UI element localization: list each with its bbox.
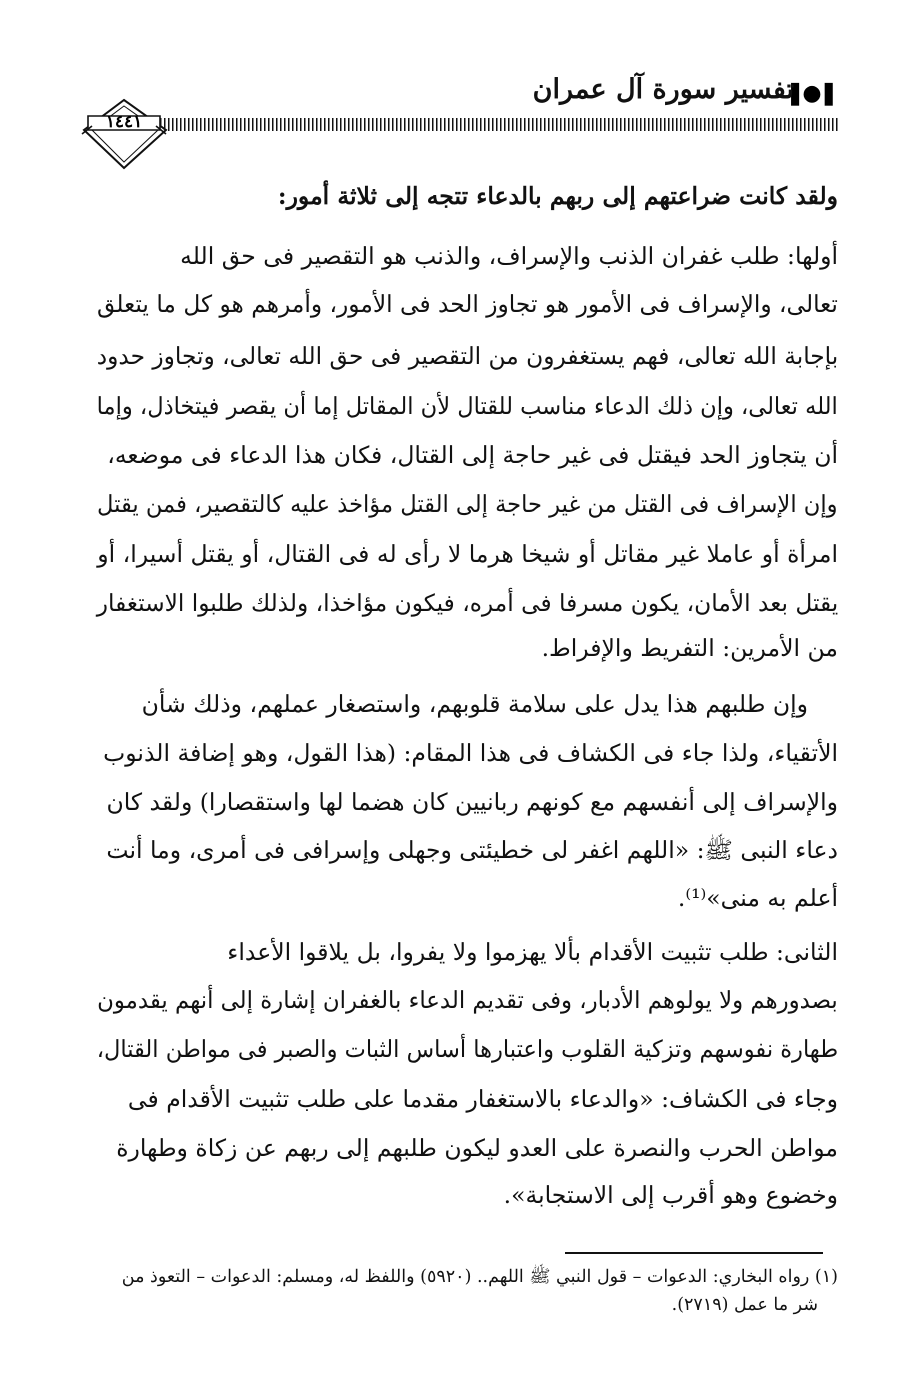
body-line: امرأة أو عاملا غير مقاتل أو شيخا هرما لا رأى له فى القتال، أو يقتل أسيرا، أو	[97, 540, 838, 568]
body-line: أولها: طلب غفران الذنب والإسراف، والذنب هو التقصير فى حق الله	[180, 242, 838, 270]
footnote-line: شر ما عمل (٢٧١٩).	[671, 1295, 818, 1315]
body-line: الله تعالى، وإن ذلك الدعاء مناسب للقتال لأن المقاتل إما أن يقصر فيتخاذل، وإما	[96, 392, 838, 420]
page-number: ١٤٤١	[105, 112, 143, 132]
footnote-line: (١) رواه البخاري: الدعوات – قول النبي ﷺ اللهم.. (٥٩٢٠) واللفظ له، ومسلم: الدعوات – التعوذ من	[121, 1267, 838, 1287]
body-line: وإن طلبهم هذا يدل على سلامة قلوبهم، واستصغار عملهم، وذلك شأن	[141, 690, 808, 718]
body-line: وجاء فى الكشاف: «والدعاء بالاستغفار مقدما على طلب تثبيت الأقدام فى	[127, 1085, 838, 1113]
body-line: والإسراف إلى أنفسهم مع كونهم ربانيين كان هضما لها واستقصارا) ولقد كان	[106, 788, 838, 816]
body-line: بصدورهم ولا يولوهم الأدبار، وفى تقديم الدعاء بالغفران إشارة إلى أنهم يقدمون	[97, 986, 838, 1014]
body-line: دعاء النبى ﷺ: «اللهم اغفر لى خطيئتى وجهلى وإسرافى فى أمرى، وما أنت	[106, 836, 838, 864]
body-line: وخضوع وهو أقرب إلى الاستجابة».	[503, 1181, 838, 1209]
body-line: بإجابة الله تعالى، فهم يستغفرون من التقصير فى حق الله تعالى، وتجاوز حدود	[96, 342, 838, 370]
page-number-badge	[80, 96, 170, 172]
running-header: تفسير سورة آل عمران	[532, 74, 794, 105]
header-ornament: ❚●❚	[785, 80, 836, 106]
body-line: وإن الإسراف فى القتل من غير حاجة إلى القتل مؤاخذ عليه كالتقصير، فمن يقتل	[97, 490, 838, 518]
body-line: طهارة نفوسهم وتزكية القلوب واعتبارها أساس الثبات والصبر فى مواطن القتال،	[96, 1035, 838, 1063]
header-rule	[160, 118, 838, 131]
body-line: الأتقياء، ولذا جاء فى الكشاف فى هذا المقام: (هذا القول، وهو إضافة الذنوب	[103, 739, 838, 767]
body-line: من الأمرين: التفريط والإفراط.	[541, 634, 838, 662]
body-line: ولقد كانت ضراعتهم إلى ربهم بالدعاء تتجه إلى ثلاثة أمور:	[277, 182, 838, 210]
footnote-separator	[565, 1252, 823, 1254]
body-line: أن يتجاوز الحد فيقتل فى غير حاجة إلى القتال، فكان هذا الدعاء فى موضعه،	[107, 441, 838, 469]
body-line: تعالى، والإسراف فى الأمور هو تجاوز الحد فى الأمور، وأمرهم هو كل ما يتعلق	[97, 290, 838, 318]
body-line: مواطن الحرب والنصرة على العدو ليكون طلبهم إلى ربهم عن زكاة وطهارة	[116, 1134, 838, 1162]
body-line: يقتل بعد الأمان، يكون مسرفا فى أمره، فيكون مؤاخذا، ولذلك طلبوا الاستغفار	[96, 589, 838, 617]
body-line: أعلم به منى»⁽¹⁾.	[677, 884, 838, 912]
body-line: الثانى: طلب تثبيت الأقدام بألا يهزموا ولا يفروا، بل يلاقوا الأعداء	[227, 938, 838, 966]
